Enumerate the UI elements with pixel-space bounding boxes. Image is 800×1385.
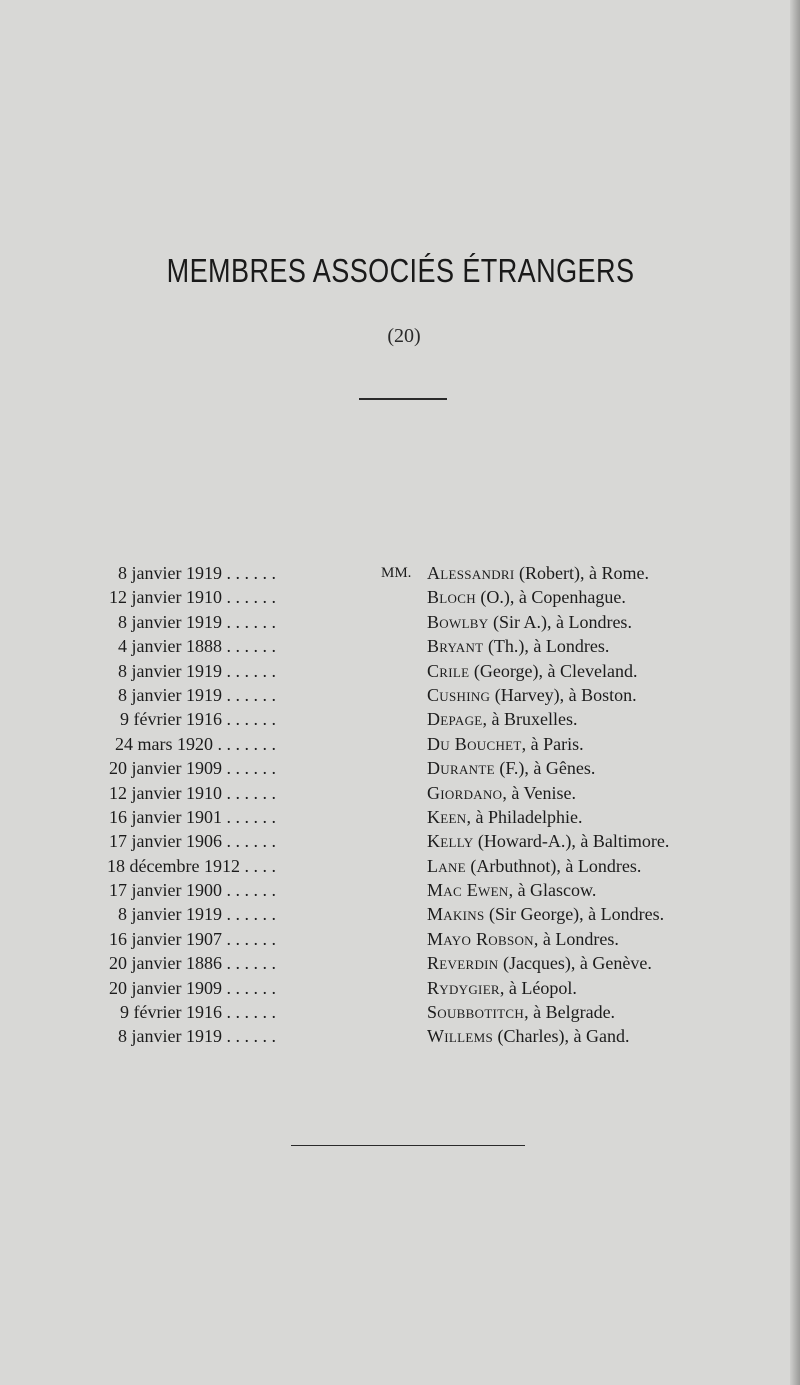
member-details: (George), à Cleveland. xyxy=(469,660,638,681)
member-name xyxy=(427,634,609,658)
member-surname: Lane xyxy=(427,855,466,876)
member-row xyxy=(0,854,800,878)
election-date: 20 janvier 1909 . . . . . . xyxy=(109,758,276,779)
member-surname: Keen xyxy=(427,806,467,827)
member-surname: Willems xyxy=(427,1026,494,1047)
member-details: (F.), à Gênes. xyxy=(494,758,596,779)
election-date: 24 mars 1920 . . . . . . . xyxy=(115,733,276,754)
member-name xyxy=(427,951,652,975)
member-details: (Th.), à Londres. xyxy=(483,636,610,657)
member-row xyxy=(0,610,800,634)
member-row xyxy=(0,927,800,951)
election-date: 12 janvier 1910 . . . . . . xyxy=(109,782,276,803)
member-name xyxy=(427,976,577,1000)
member-surname: Mayo Robson xyxy=(427,928,534,949)
member-name xyxy=(427,805,582,829)
member-surname: Bloch xyxy=(427,587,476,608)
member-name xyxy=(427,829,669,853)
member-details: , à Belgrade. xyxy=(524,1002,616,1023)
member-details: , à Venise. xyxy=(502,782,576,803)
member-name xyxy=(427,854,641,878)
election-date: 9 février 1916 . . . . . . xyxy=(120,709,276,730)
member-details: , à Léopol. xyxy=(499,977,577,998)
election-date: 17 janvier 1906 . . . . . . xyxy=(109,831,276,852)
election-date: 8 janvier 1919 . . . . . . xyxy=(118,611,276,632)
member-name xyxy=(427,561,649,585)
member-surname: Crile xyxy=(427,660,470,681)
election-date: 8 janvier 1919 . . . . . . xyxy=(118,660,276,681)
election-date: 4 janvier 1888 . . . . . . xyxy=(118,636,276,657)
member-details: , à Philadelphie. xyxy=(466,806,583,827)
member-surname: Mac Ewen xyxy=(427,880,509,901)
member-details: , à Paris. xyxy=(521,733,584,754)
member-surname: Durante xyxy=(427,758,495,779)
member-name xyxy=(427,902,664,926)
member-name xyxy=(427,927,619,951)
member-name xyxy=(427,610,632,634)
member-surname: Rydygier xyxy=(427,977,500,998)
member-name xyxy=(427,781,576,805)
footer-divider xyxy=(291,1145,525,1146)
member-surname: Bryant xyxy=(427,636,484,657)
member-row xyxy=(0,732,800,756)
page-title: MEMBRES ASSOCIÉS ÉTRANGERS xyxy=(166,252,635,289)
election-date: 16 janvier 1901 . . . . . . xyxy=(109,806,276,827)
member-details: (Jacques), à Genève. xyxy=(498,953,652,974)
election-date: 8 janvier 1919 . . . . . . xyxy=(118,563,276,583)
member-row xyxy=(0,976,800,1000)
member-surname: Soubbotitch xyxy=(427,1002,525,1023)
member-row xyxy=(0,1024,800,1048)
member-row xyxy=(0,634,800,658)
member-surname: Giordano xyxy=(427,782,503,803)
member-details: (Harvey), à Boston. xyxy=(490,684,637,705)
member-name xyxy=(427,732,584,756)
member-details: (Robert), à Rome. xyxy=(514,563,649,583)
election-date: 8 janvier 1919 . . . . . . xyxy=(118,904,276,925)
member-row xyxy=(0,829,800,853)
member-name xyxy=(427,683,637,707)
member-name xyxy=(427,878,596,902)
member-name xyxy=(427,707,577,731)
member-surname: Depage xyxy=(427,709,483,730)
member-row xyxy=(0,659,800,683)
member-details: (Sir A.), à Londres. xyxy=(488,611,632,632)
member-details: (Sir George), à Londres. xyxy=(484,904,665,925)
election-date: 16 janvier 1907 . . . . . . xyxy=(109,928,276,949)
member-row xyxy=(0,805,800,829)
member-surname: Cushing xyxy=(427,684,491,705)
member-name xyxy=(427,585,626,609)
election-date: 18 décembre 1912 . . . . xyxy=(107,855,276,876)
member-surname: Bowlby xyxy=(427,611,489,632)
election-date: 17 janvier 1900 . . . . . . xyxy=(109,880,276,901)
member-surname: Du Bouchet xyxy=(427,733,522,754)
election-date: 12 janvier 1910 . . . . . . xyxy=(109,587,276,608)
member-row xyxy=(0,1000,800,1024)
member-surname: Reverdin xyxy=(427,953,499,974)
member-row xyxy=(0,683,800,707)
member-name xyxy=(427,1000,615,1024)
member-details: , à Glascow. xyxy=(508,880,597,901)
member-details: , à Londres. xyxy=(533,928,619,949)
member-details: (O.), à Copenhague. xyxy=(475,587,626,608)
member-row xyxy=(0,707,800,731)
member-details: (Charles), à Gand. xyxy=(493,1026,630,1047)
member-row xyxy=(0,781,800,805)
member-row xyxy=(0,561,800,585)
member-surname: Makins xyxy=(427,904,485,925)
member-row xyxy=(0,756,800,780)
election-date: 9 février 1916 . . . . . . xyxy=(120,1002,276,1023)
member-count: (20) xyxy=(387,325,421,347)
honorific-prefix: MM. xyxy=(381,565,412,581)
member-details: , à Bruxelles. xyxy=(482,709,578,730)
member-row xyxy=(0,878,800,902)
member-list xyxy=(0,561,800,1049)
member-surname: Alessandri xyxy=(427,563,515,583)
election-date: 8 janvier 1919 . . . . . . xyxy=(118,1026,276,1047)
member-row xyxy=(0,902,800,926)
member-name xyxy=(427,756,595,780)
election-date: 20 janvier 1886 . . . . . . xyxy=(109,953,276,974)
election-date: 20 janvier 1909 . . . . . . xyxy=(109,977,276,998)
member-name xyxy=(427,1024,629,1048)
title-divider xyxy=(359,398,447,400)
member-surname: Kelly xyxy=(427,831,474,852)
election-date: 8 janvier 1919 . . . . . . xyxy=(118,684,276,705)
member-details: (Howard-A.), à Baltimore. xyxy=(473,831,670,852)
member-details: (Arbuthnot), à Londres. xyxy=(465,855,642,876)
member-row xyxy=(0,951,800,975)
member-row xyxy=(0,585,800,609)
member-name xyxy=(427,659,638,683)
